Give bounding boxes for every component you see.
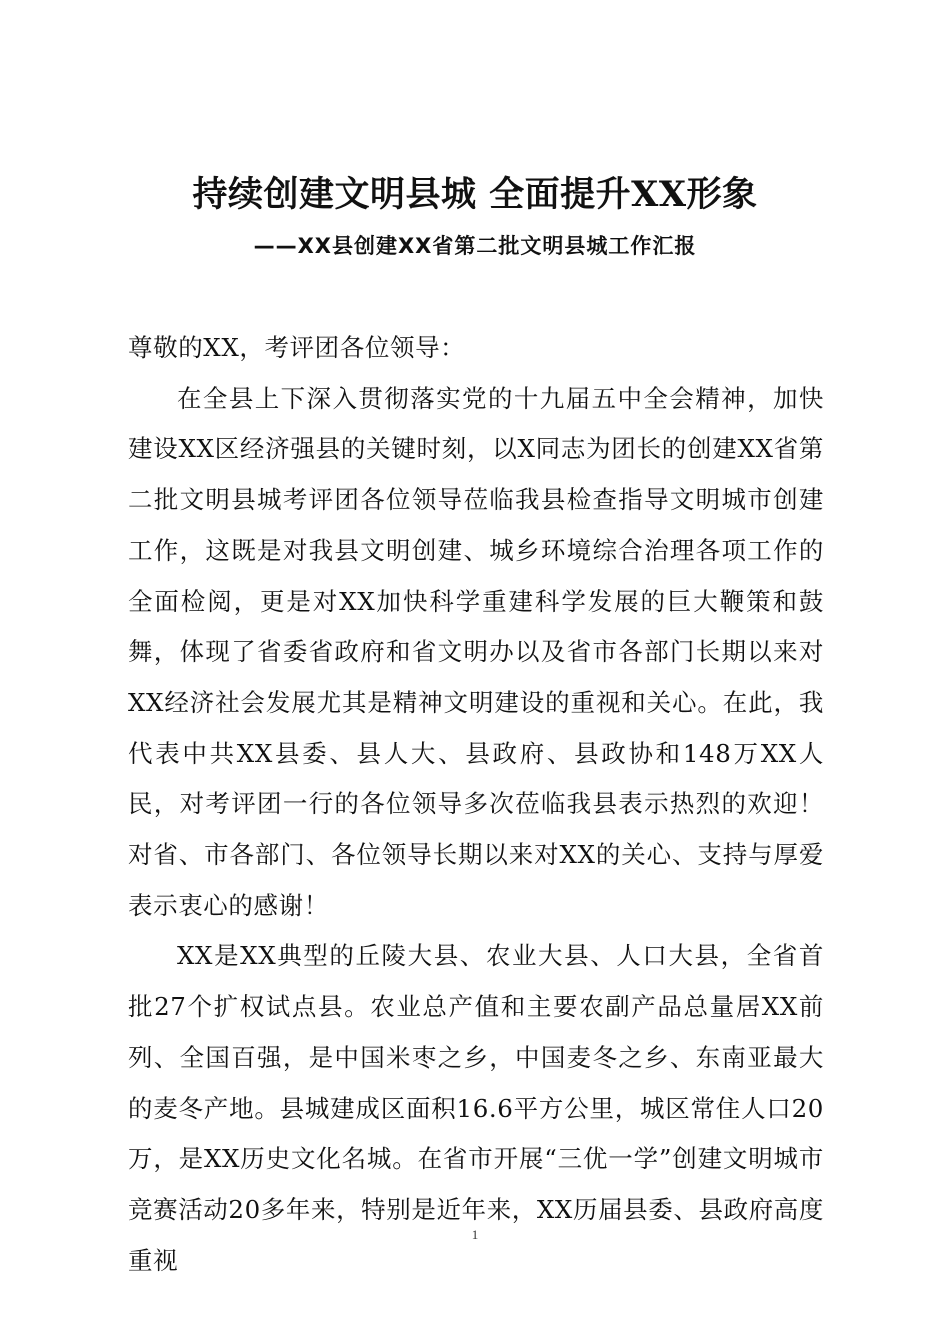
- paragraph: 在全县上下深入贯彻落实党的十九届五中全会精神，加快建设XX区经济强县的关键时刻，以X同志为团长的创建XX省第二批文明县城考评团各位领导莅临我县检查指导文明城市创建工作，这既是对我县文明创建、城乡环境综合治理各项工作的全面检阅，更是对XX加快科学重建科学发展的巨大鞭策和鼓舞，体现了省委省政府和省文明办以及省市各部门长期以来对XX经济社会发展尤其是精神文明建设的重视和关心。在此，我代表中共XX县委、县人大、县政府、县政协和148万XX人民，对考评团一行的各位领导多次莅临我县表示热烈的欢迎！对省、市各部门、各位领导长期以来对XX的关心、支持与厚爱表示衷心的感谢！: [128, 383, 824, 920]
- document-title: 持续创建文明县城 全面提升XX形象: [192, 174, 758, 215]
- salutation: 尊敬的XX，考评团各位领导：: [128, 333, 466, 362]
- document-subtitle: ——XX县创建XX省第二批文明县城工作汇报: [253, 234, 697, 258]
- page-number: 1: [471, 1227, 479, 1242]
- paragraph: XX是XX典型的丘陵大县、农业大县、人口大县，全省首批27个扩权试点县。农业总产值和主要农副产品总量居XX前列、全国百强，是中国米枣之乡，中国麦冬之乡、东南亚最大的麦冬产地。县城建成区面积16.6平方公里，城区常住人口20万，是XX历史文化名城。在省市开展“三优一学”创建文明城市竞赛活动20多年来，特别是近年来，XX历届县委、县政府高度重视: [128, 941, 824, 1275]
- document-body: [128, 323, 824, 1286]
